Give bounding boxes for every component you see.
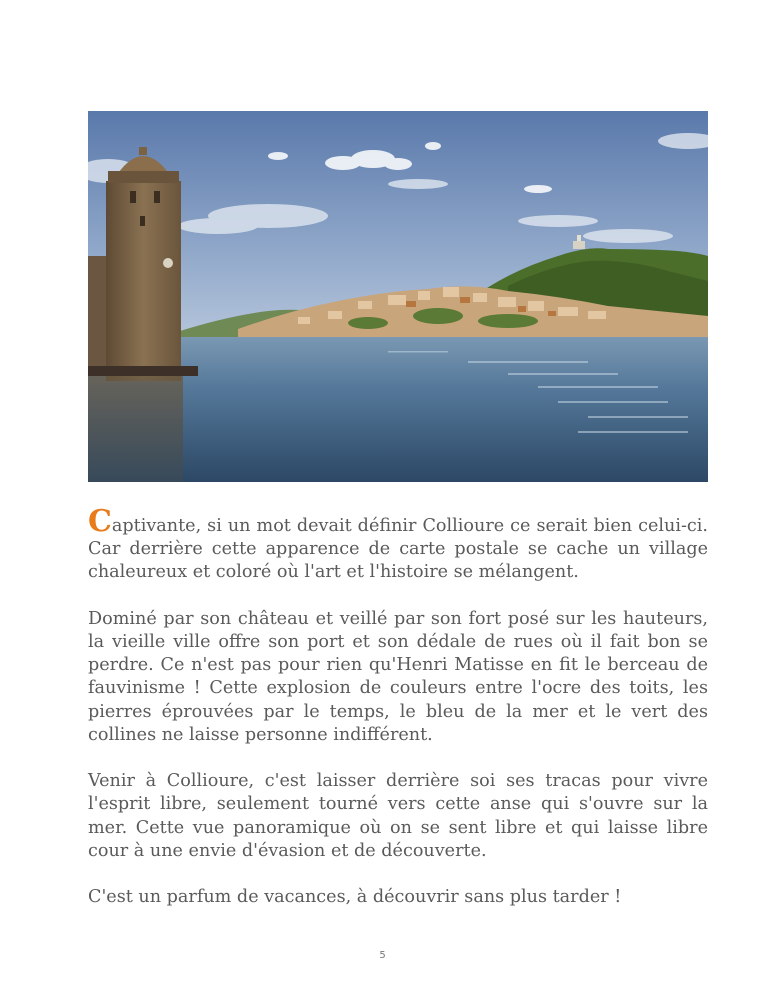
collioure-bay-photo	[88, 111, 708, 482]
page-number: 5	[379, 950, 386, 961]
article-text	[88, 504, 708, 933]
drop-cap: C	[88, 504, 112, 539]
intro-paragraph-text: aptivante, si un mot devait définir Collioure ce serait bien celui-ci. Car derrière cette apparence de carte postale se cache un village chaleureux et coloré où l'art et l'histoire se mélangent.	[88, 516, 708, 583]
paragraph-2: Dominé par son château et veillé par son fort posé sur les hauteurs, la vieille ville offre son port et son dédale de rues où il fait bon se perdre. Ce n'est pas pour rien qu'Henri Matisse en fit le berceau de fauvinisme ! Cette explosion de couleurs entre l'ocre des toits, les pierres éprouvées par le temps, le bleu de la mer et le vert des collines ne laisse personne indifférent.	[88, 608, 708, 745]
intro-paragraph	[88, 504, 708, 585]
paragraph-3: Venir à Collioure, c'est laisser derrière soi ses tracas pour vivre l'esprit libre, seulement tourné vers cette anse qui s'ouvre sur la mer. Cette vue panoramique où on se sent libre et qui laisse libre cour à une envie d'évasion et de découverte.	[88, 771, 708, 861]
paragraph-4: C'est un parfum de vacances, à découvrir sans plus tarder !	[88, 887, 622, 908]
